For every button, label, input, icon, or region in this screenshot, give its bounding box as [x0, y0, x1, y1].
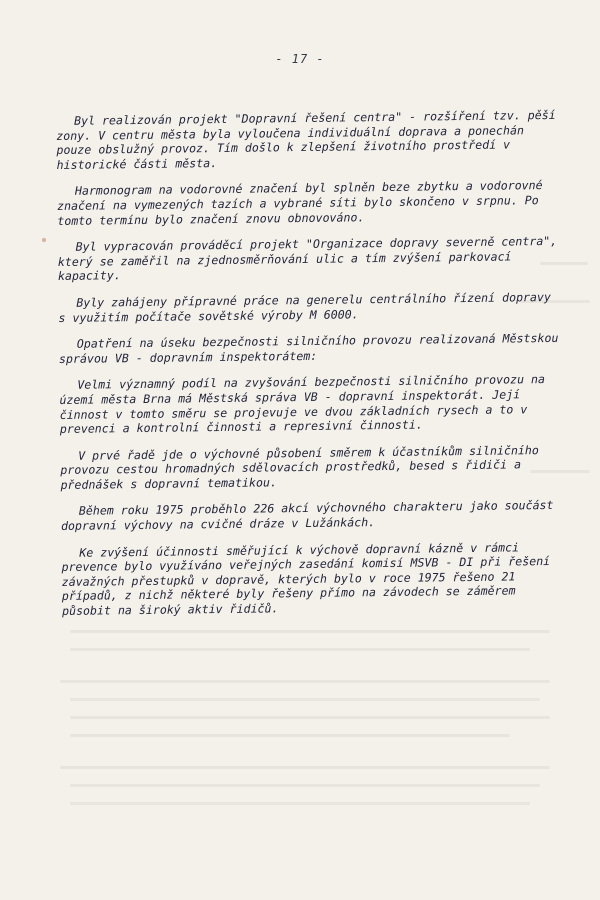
- paragraph: V prvé řadě jde o výchovné působení směrem k účastníkům silničního provozu cestou hromadných sdělovacích prostředků, besed s řidiči a přednášek s dopravní tematikou.: [60, 442, 539, 492]
- section-heading-paragraph: Opatření na úseku bezpečnosti silničního provozu realizovaná Městskou správou VB - dopravním inspektorátem:: [58, 331, 559, 366]
- bleed-through-mark: [60, 680, 550, 683]
- bleed-through-mark: [70, 698, 540, 701]
- bleed-through-mark: [70, 630, 550, 633]
- bleed-through-mark: [70, 648, 530, 651]
- paragraph: Byl vypracován prováděcí projekt "Organizace dopravy severně centra", který se zaměřil na zjednosměrňování ulic a tím zvýšení parkovací kapacity.: [57, 234, 558, 284]
- paragraph: Harmonogram na vodorovné značení byl splněn beze zbytku a vodorovné značení na vymezených tazích a vybrané síti bylo skončeno v srpnu. Po tomto termínu bylo značení znovu obnovováno.: [57, 178, 543, 228]
- paragraph: Byly zahájeny přípravné práce na generelu centrálního řízení dopravy s využitím počítače sovětské výroby M 6000.: [58, 289, 552, 325]
- bleed-through-mark: [70, 716, 550, 719]
- typewritten-body: [56, 108, 562, 631]
- bleed-through-mark: [70, 734, 510, 737]
- bleed-through-mark: [70, 802, 530, 805]
- paragraph: Ke zvýšení účinnosti směřující k výchově dopravní kázně v rámci prevence bylo využíváno veřejných zasedání komisí MSVB - DI při řešení závažných přestupků v dopravě, kterých bylo v roce 1975 řešeno 21 případů, z nichž některé byly řešeny přímo na závodech se záměrem působit na široký aktiv řidičů.: [61, 540, 551, 618]
- bleed-through-mark: [70, 784, 540, 787]
- page-number: - 17 -: [275, 52, 325, 66]
- bleed-through-mark: [60, 766, 550, 769]
- paragraph: Byl realizován projekt "Dopravní řešení centra" - rozšíření tzv. pěší zony. V centru města byla vyloučena individuální doprava a ponechán pouze obslužný provoz. Tím došlo k zlepšení životního prostředí v historické části města.: [56, 107, 556, 172]
- ink-spot: [42, 238, 46, 242]
- paragraph: Během roku 1975 proběhlo 226 akcí výchovného charakteru jako součást dopravní výchovy na cvičné dráze v Lužánkách.: [60, 498, 554, 534]
- paragraph: Velmi významný podíl na zvyšování bezpečnosti silničního provozu na území města Brna má Městská správa VB - dopravní inspektorát. Její činnost v tomto směru se projevuje ve dvou základních rysech a to v prevenci a kontrolní činnosti a represivní činnosti.: [59, 372, 546, 437]
